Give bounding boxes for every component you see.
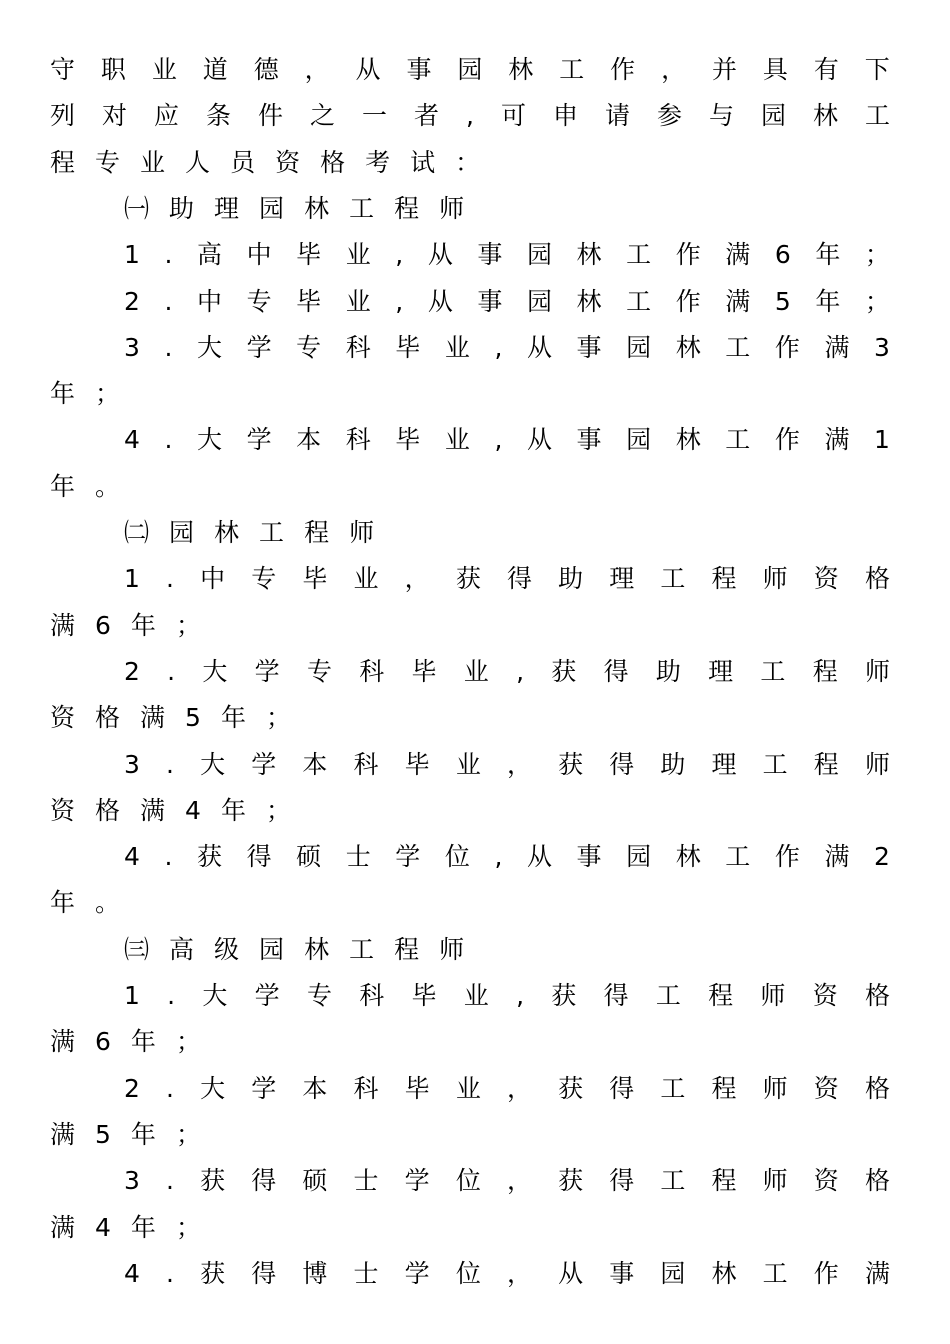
text-line: 4 . 获 得 博 士 学 位 ， 从 事 园 林 工 作 满	[124, 1259, 890, 1288]
text-line: 4 . 获 得 硕 士 学 位 , 从 事 园 林 工 作 满 2	[124, 842, 890, 871]
text-line: 年 。	[50, 888, 121, 917]
text-line: 2 . 大 学 本 科 毕 业 ， 获 得 工 程 师 资 格	[124, 1074, 890, 1103]
text-line: 4 . 大 学 本 科 毕 业 , 从 事 园 林 工 作 满 1	[124, 425, 890, 454]
text-line: 守 职 业 道 德 ， 从 事 园 林 工 作 ， 并 具 有 下	[50, 55, 890, 84]
text-line: 2 . 大 学 专 科 毕 业 , 获 得 助 理 工 程 师	[124, 657, 890, 686]
text-line: 2 . 中 专 毕 业 , 从 事 园 林 工 作 满 5 年 ；	[124, 287, 890, 316]
text-line: 3 . 获 得 硕 士 学 位 ， 获 得 工 程 师 资 格	[124, 1166, 890, 1195]
text-line: 满 6 年 ；	[50, 1027, 201, 1056]
text-line: ㈡ 园 林 工 程 师	[124, 518, 375, 547]
text-line: ㈠ 助 理 园 林 工 程 师	[124, 194, 465, 223]
text-line: 年 ；	[50, 379, 121, 408]
text-line: 程 专 业 人 员 资 格 考 试 ：	[50, 148, 481, 177]
text-line: 1 . 中 专 毕 业 ， 获 得 助 理 工 程 师 资 格	[124, 564, 890, 593]
text-line: 满 6 年 ；	[50, 611, 201, 640]
text-line: 列 对 应 条 件 之 一 者 , 可 申 请 参 与 园 林 工	[50, 101, 890, 130]
text-line: 1 . 高 中 毕 业 , 从 事 园 林 工 作 满 6 年 ；	[124, 240, 890, 269]
text-line: 资 格 满 5 年 ；	[50, 703, 291, 732]
text-line: ㈢ 高 级 园 林 工 程 师	[124, 935, 465, 964]
text-line: 满 5 年 ；	[50, 1120, 201, 1149]
text-line: 3 . 大 学 专 科 毕 业 , 从 事 园 林 工 作 满 3	[124, 333, 890, 362]
text-line: 1 . 大 学 专 科 毕 业 , 获 得 工 程 师 资 格	[124, 981, 890, 1010]
text-line: 满 4 年 ；	[50, 1213, 201, 1242]
text-line: 年 。	[50, 472, 121, 501]
text-line: 资 格 满 4 年 ；	[50, 796, 291, 825]
text-line: 3 . 大 学 本 科 毕 业 ， 获 得 助 理 工 程 师	[124, 750, 890, 779]
